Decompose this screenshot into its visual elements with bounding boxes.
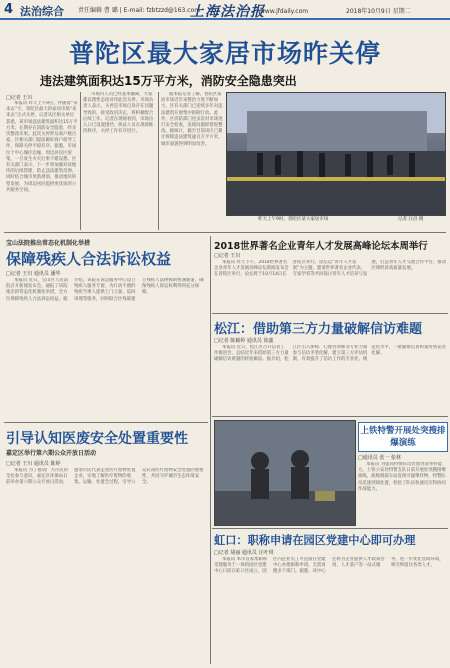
subway-body: [358, 462, 446, 526]
baoshan-kicker: 宝山法院推出常态化机制化举措: [6, 240, 91, 247]
section-name: 法治综合: [20, 5, 64, 18]
lead-body-col3: [161, 92, 223, 230]
lead-body-col2: [83, 92, 155, 230]
songjiang-body-text: 本报讯 近日，松江区召开信访工作推进会，总结近年来借助第三方力量破解信访难题的经验做法。据介绍，松江区引入律师、心理咨询师等专业力量参与信访矛盾化解，建立第三方评估机制，有效提升了信访工作的专业化、规范化水平，一批疑难信访积案得到妥善化解。: [214, 345, 446, 363]
market-scene-image: [227, 93, 445, 215]
baoshan-byline: □记者 王川 通讯员 潘华: [6, 271, 61, 277]
photo-credit: 记者 汪昌 摄: [398, 217, 424, 222]
section-divider: [4, 232, 446, 233]
divider: [210, 236, 211, 664]
section-divider: [4, 422, 208, 423]
jiading-byline: □记者 王川 通讯员 陈婷: [6, 461, 61, 467]
forum-body: [214, 260, 446, 310]
subway-body-text: 本报讯 为提高特警队员处置突发事件能力，上铁公安处特警支队日前开展处突搜排爆演练，演练模拟车站发现可疑爆炸物，特警队员迅速到场处置，检验了队伍快速反应和协同作战能力。: [358, 462, 446, 492]
website: www.jfdaily.com: [260, 8, 309, 15]
page-number: 4: [4, 2, 14, 17]
section-divider: [212, 313, 448, 314]
newspaper-name: 上海法治报: [190, 4, 265, 20]
hongkou-byline: □记者 胡丽 通讯员 汪叶琪: [214, 550, 274, 556]
forum-byline: □记者 王川: [214, 253, 241, 259]
subway-byline: □通讯员 张一 张林: [358, 455, 401, 461]
subway-headline-box: [358, 422, 448, 452]
baoshan-body-text: 本报讯 近日，宝山区人民法院召开新闻发布会，通报了该院推出的常态化机制化举措，全方位保障残疾人合法诉讼权益。据介绍，该院在诉讼服务中心设立残疾人服务专窗，为行动不便的残疾当事人提供上门立案、巡回审理等服务，同时联合区残联建立残疾人法律援助快速通道，确保残疾人诉讼权利得到充分保障。: [6, 278, 204, 302]
baoshan-headline: 保障残疾人合法诉讼权益: [6, 250, 172, 268]
songjiang-headline: 松江：借助第三方力量破解信访难题: [214, 322, 423, 337]
songjiang-byline: □记者 陈颖婷 通讯员 徐鑫: [214, 338, 274, 344]
divider: [80, 92, 81, 230]
forum-body-text: 本报讯 昨天下午，2018世界著名企业青年人才发展高峰论坛新闻发布会在普陀区举行，论坛将于10月14日在普陀区举行。论坛以“青年人才发展”为主题，邀请世界著名企业代表、专家学者等共同探讨青年人才培养与发展，打造青年人才交流合作平台，推动区域经济高质量发展。: [214, 260, 446, 278]
hongkou-headline: 虹口：职称申请在园区党建中心即可办理: [214, 534, 416, 547]
jiading-body: [6, 468, 206, 664]
lead-byline: □记者 王川: [6, 95, 33, 101]
section-divider: [212, 528, 448, 529]
editor-info: 责任编辑 曹 璐 | E-mail: fzbtzzd@163.com: [78, 7, 201, 14]
lead-body-col2-text: 市场内人员已经基本撤离，大家都以理性态度对待此次关停。市场负责人表示，关停是市场自身存在问题导致的，接受政府决定，将积极配合后续工作。记者在现场看到，市场出入口已设置围挡，执法人员在现场维持秩序，关停工作有序进行。: [83, 92, 154, 135]
lead-subtitle: 违法建筑面积达15万平方米，消防安全隐患突出: [40, 74, 297, 88]
police-drill-image: [215, 421, 355, 525]
jiading-kicker: 嘉定区举行第六期公众开放日活动: [6, 450, 97, 457]
hongkou-body-text: 本报讯 本市首家集职称受理服务于一体的园区党建中心日前在虹口区成立，园区内企业员工可直接在党建中心办理职称申请，无需再跑多个部门。据悉，该中心还将为企业提供人才政策咨询、人才落户等一站式服务，进一步优化营商环境，吸引和留住各类人才。: [214, 557, 444, 575]
lead-body-col3-text: 据本报记者了解，普陀区家居市场近年来整治力度不断加大，区有关部门已连续多年对违法建筑开展集中拆除行动。此外，区消防部门也多次对市场进行安全检查，发现问题即督促整改。据统计，截至目前该区已累计拆除违法建筑逾百万平方米，城市面貌得到明显改善。: [161, 92, 223, 147]
issue-date: 2018年10月9日 星期二: [346, 8, 411, 15]
lead-headline: 普陀区最大家居市场昨关停: [68, 39, 381, 68]
subway-headline: 上铁特警开展处突搜排爆演练: [360, 426, 446, 448]
divider: [158, 92, 159, 230]
photo-caption: 昨天上午9时，普陀区某大家居市场: [258, 217, 329, 222]
lead-photo: [226, 92, 446, 216]
section-divider: [212, 416, 448, 417]
drill-photo: [214, 420, 356, 526]
lead-body-col1: [6, 101, 78, 231]
jiading-body-text: 本报讯 为了推动广大市民的全民参与意识，嘉定区环保局日前举办第六期公众开放日活动，邀请市民代表走进医疗废物处置企业，实地了解医疗废物的收集、运输、处置全过程，引导公众认知医疗废物安全处置的重要性，共同守护城市生态环境安全。: [6, 468, 204, 486]
jiading-headline: 引导认知医废安全处置重要性: [6, 431, 188, 447]
forum-headline: 2018世界著名企业青年人才发展高峰论坛本周举行: [214, 241, 428, 252]
baoshan-body: [6, 278, 206, 418]
lead-body-text: 本报讯 昨天上午9点，伴随着“来来去”字。普陀区最大的家居市场“来来去”正式关停，记者从区相关单位获悉，该市场违法建筑面积达15万平方米，长期存在消防安全隐患，经多次整改未果。此次关停涉及商户数百家，区相关部门提前做好商户疏导工作，保障关停平稳有序。据悉，市场位于中心城区边缘，周边居民区密集，一旦发生火灾后果不堪设想。区有关部门表示，下一步将加强对该地块的后续管理，防止违法建筑反弹，同时结合城市更新规划，推动地块转型发展，为周边居民提供更优质的公共服务空间。: [6, 101, 78, 193]
hongkou-body: [214, 557, 446, 664]
songjiang-body: [214, 345, 446, 413]
